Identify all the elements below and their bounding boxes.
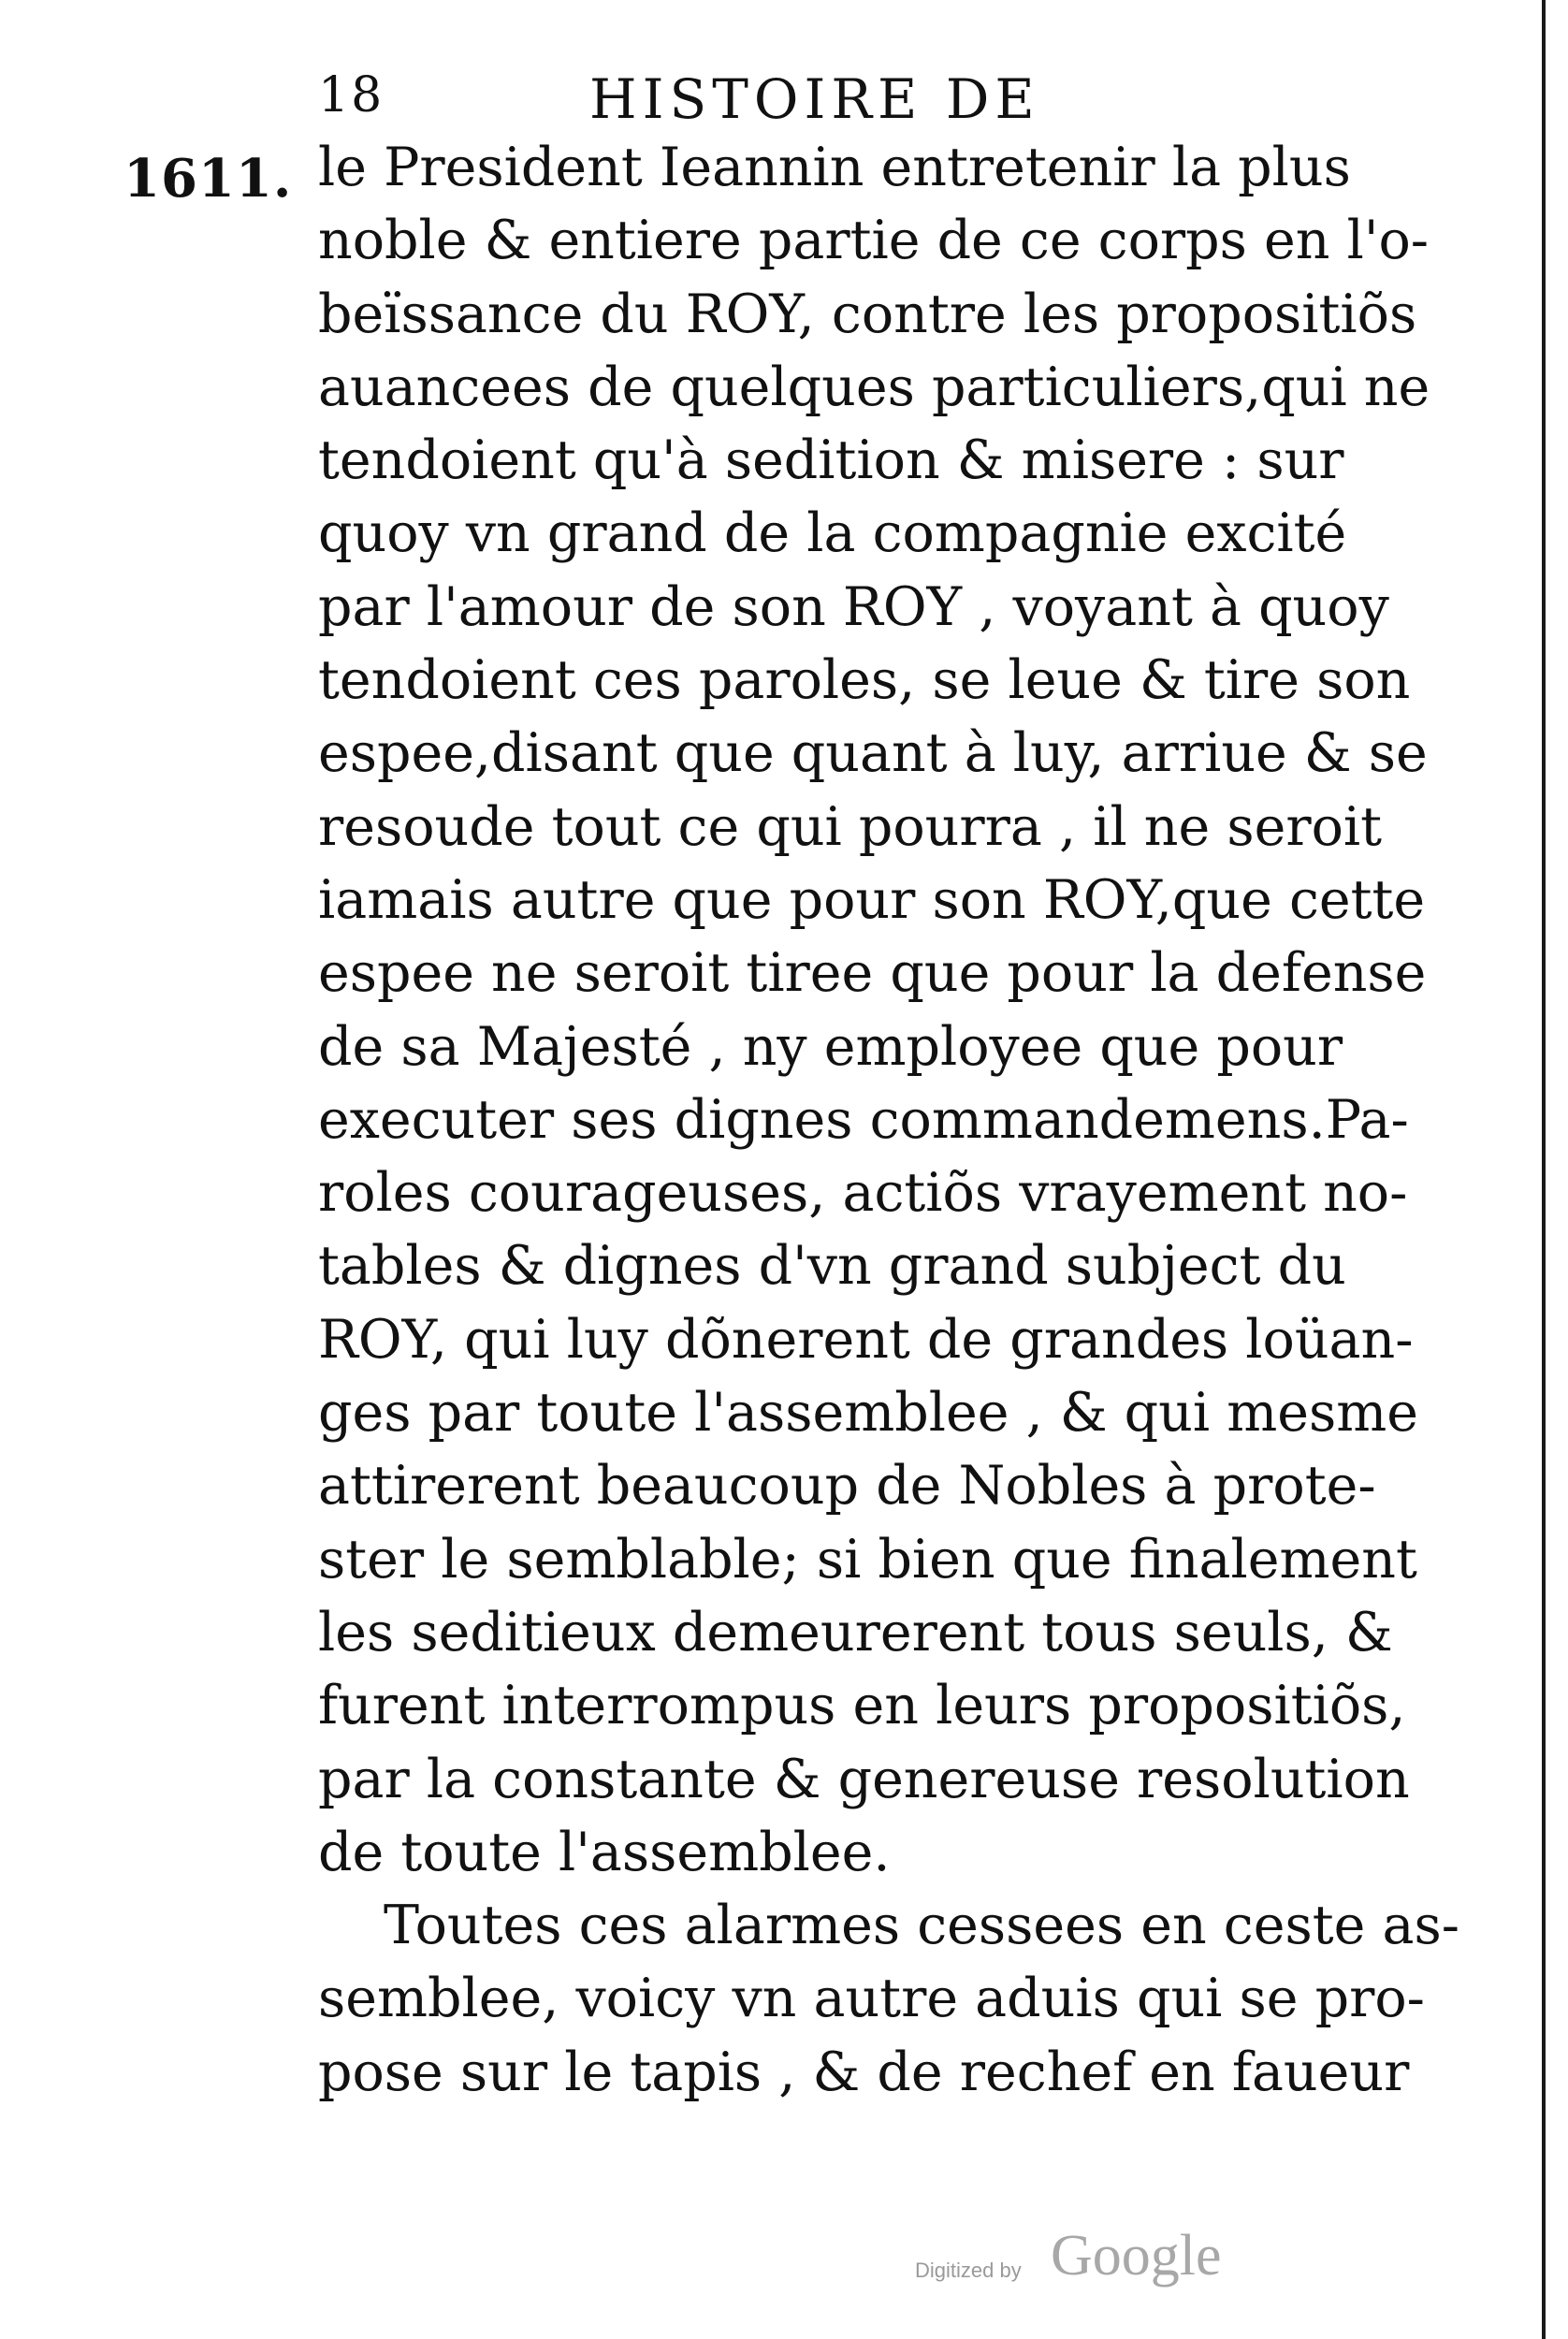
text-line: executer ses dignes commandemens.Pa- [318, 1088, 1409, 1151]
text-line: roles courageuses, actiõs vrayement no- [318, 1162, 1408, 1225]
text-line: par l'amour de son ROY , voyant à quoy [318, 575, 1389, 638]
text-line: ges par toute l'assemblee , & qui mesme [318, 1382, 1419, 1445]
text-line: quoy vn grand de la compagnie excité [318, 502, 1347, 565]
text-line: ROY, qui luy dõnerent de grandes loüan- [318, 1308, 1414, 1371]
page-header [318, 49, 1141, 142]
text-line: pose sur le tapis , & de rechef en faueur [318, 2041, 1410, 2103]
text-line: beïssance du ROY, contre les propositiõs [318, 283, 1417, 345]
digitized-by-google-watermark [915, 2223, 1252, 2298]
text-line: espee ne seroit tiree que pour la defense [318, 942, 1427, 1005]
text-line: espee,disant que quant à luy, arriue & se [318, 722, 1428, 785]
text-line: noble & entiere partie de ce corps en l'o- [318, 210, 1430, 272]
text-line: furent interrompus en leurs propositiõs, [318, 1675, 1406, 1737]
text-line-paragraph-start: Toutes ces alarmes cessees en ceste as- [384, 1895, 1459, 1957]
text-line: attirerent beaucoup de Nobles à prote- [318, 1455, 1376, 1518]
text-line: semblee, voicy vn autre aduis qui se pro- [318, 1968, 1425, 2030]
body-text [318, 131, 1459, 2109]
text-line: les seditieux demeurerent tous seuls, & [318, 1601, 1393, 1663]
page-binding-edge [1542, 0, 1546, 2339]
text-line: par la constante & genereuse resolution [318, 1748, 1410, 1810]
text-line: tendoient ces paroles, se leue & tire son [318, 649, 1411, 712]
margin-year-note: 1611. [123, 148, 293, 210]
text-line: tables & dignes d'vn grand subject du [318, 1235, 1346, 1298]
text-line: iamais autre que pour son ROY,que cette [318, 868, 1426, 931]
google-logo: Google [1051, 2224, 1222, 2288]
digitized-label: Digitized by [915, 2259, 1022, 2282]
text-line: resoude tout ce qui pourra , il ne seroit [318, 795, 1383, 858]
text-line: le President Ieannin entretenir la plus [318, 137, 1351, 198]
text-line: de sa Majesté , ny employee que pour [318, 1015, 1343, 1078]
page-number: 18 [318, 67, 385, 123]
text-line: ster le semblable; si bien que finalement [318, 1528, 1417, 1591]
text-line: tendoient qu'à sedition & misere : sur [318, 429, 1344, 492]
running-head: HISTOIRE DE [589, 67, 1040, 131]
text-line: de toute l'assemblee. [318, 1821, 891, 1883]
text-line: auancees de quelques particuliers,qui ne [318, 356, 1430, 418]
